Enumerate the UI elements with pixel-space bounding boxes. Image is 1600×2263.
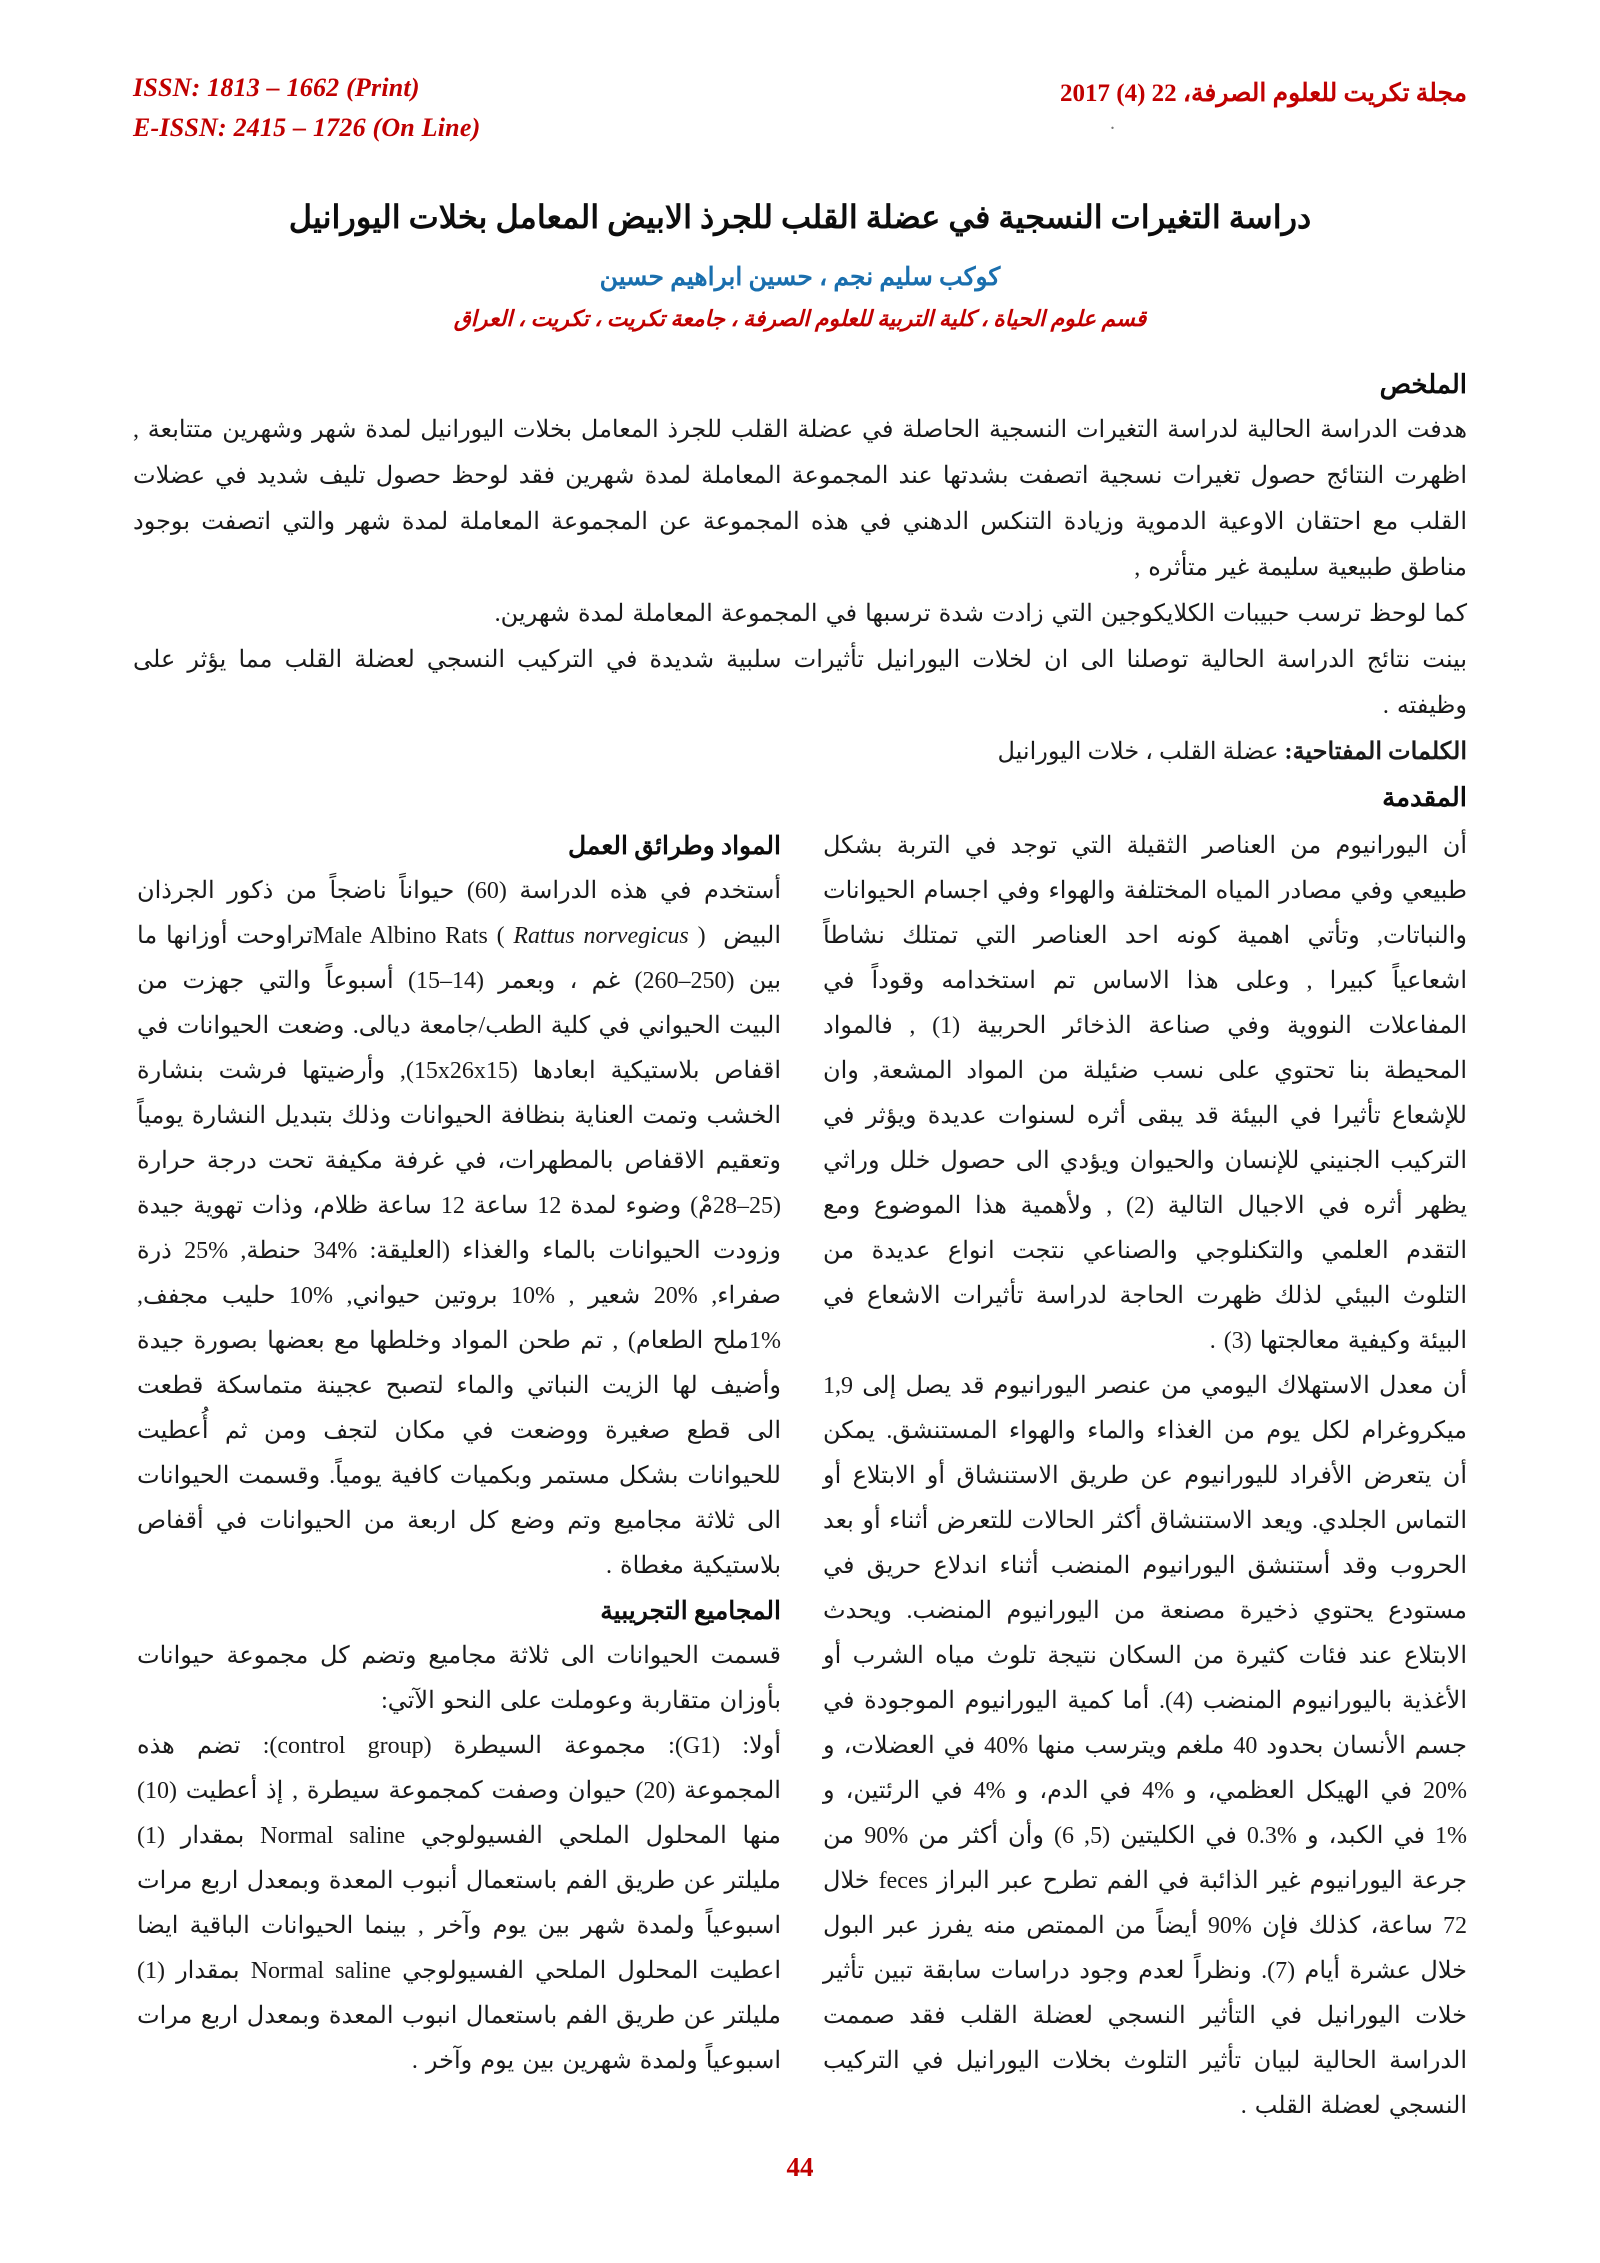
methods-paragraph <box>137 869 781 1589</box>
issn-online: E-ISSN: 2415 – 1726 (On Line) <box>133 113 481 142</box>
group1-paragraph <box>137 1724 781 2084</box>
experimental-groups-heading: المجاميع التجريبية <box>600 1598 781 1625</box>
feces-term: feces <box>878 1868 928 1894</box>
keywords-label: الكلمات المفتاحية: <box>1284 739 1467 765</box>
issn-print: ISSN: 1813 – 1662 (Print) <box>133 73 420 102</box>
normal-saline-term-1: Normal saline <box>260 1823 406 1849</box>
group1-text-2: بمقدار (1) مليلتر عن طريق الفم باستعمال أنبوب المعدة وبمعدل اربع مرات اسبوعياً ولمدة شهر بين يوم وآخر , بينما الحيوانات الباقية ايضا اعطيت المحلول الملحي الفسيولوجي <box>137 1823 782 1984</box>
affiliation: قسم علوم الحياة ، كلية التربية للعلوم الصرفة ، جامعة تكريت ، تكريت ، العراق <box>453 306 1147 331</box>
journal-name-block <box>1060 68 1467 136</box>
group1-text-1: أولا: (G1): مجموعة السيطرة (control group): تضم هذه المجموعة (20) حيوان وصفت كمجموعة سيطرة , إذ أعطيت (10) منها المحلول الملحي الفسيولوجي <box>137 1733 782 1849</box>
introduction-paragraph-2 <box>823 1364 1467 2129</box>
authors: كوكب سليم نجم ، حسين ابراهيم حسين <box>599 264 1001 291</box>
keywords-text: عضلة القلب ، خلات اليورانيل <box>997 739 1285 765</box>
rats-species-name: Rattus norvegicus <box>513 923 689 949</box>
page-number: 44 <box>786 2152 814 2182</box>
abstract-heading: الملخص <box>1379 370 1467 399</box>
methods-column <box>137 824 781 2129</box>
intro-p2-text-2: خلال 72 ساعة، كذلك فإن %90 أيضاً من الممتص منه يفرز عبر البول خلال عشرة أيام (7). ونظراً لعدم وجود دراسات سابقة تبين تأثير خلات اليورانيل في التأثير النسجي لعضلة القلب فقد صممت الدراسة الحالية لبيان تأثير التلوث بخلات اليورانيل في التركيب النسجي لعضلة القلب . <box>823 1868 1468 2119</box>
journal-name: مجلة تكريت للعلوم الصرفة، 22 (4) 2017 <box>1059 80 1467 107</box>
introduction-heading: المقدمة <box>1382 783 1467 812</box>
groups-intro-paragraph: قسمت الحيوانات الى ثلاثة مجاميع وتضم كل مجموعة حيوانات بأوزان متقاربة وعوملت على النحو الآتي: <box>137 1643 781 1714</box>
group1-text-3: بمقدار (1) مليلتر عن طريق الفم باستعمال انبوب المعدة وبمعدل اربع مرات اسبوعياً ولمدة شهرين بين يوم وآخر . <box>137 1958 781 2074</box>
abstract-paragraph-1: هدفت الدراسة الحالية لدراسة التغيرات النسجية الحاصلة في عضلة القلب للجرذ المعامل بخلات اليورانيل لمدة شهر وشهرين متتابعة , اظهرت النتائج حصول تغيرات نسجية اتصفت بشدتها عند المجموعة المعاملة لمدة شهرين فقد لوحظ حصول تليف شديد في عضلات القلب مع احتقان الاوعية الدموية وزيادة التنكس الدهني في هذه المجموعة عن المجموعة المعاملة لمدة شهر والتي اتصفت بوجود مناطق طبيعية سليمة غير متأثره , <box>133 417 1467 581</box>
two-column-body <box>133 824 1467 2129</box>
intro-p2-text-1: أن معدل الاستهلاك اليومي من عنصر اليورانيوم قد يصل إلى 1,9 ميكروغرام لكل يوم من الغذاء والماء والهواء المستنشق. يمكن أن يتعرض الأفراد لليورانيوم عن طريق الاستنشاق أو الابتلاع أو التماس الجلدي. ويعد الاستنشاق أكثر الحالات للتعرض أثناء أو بعد الحروب وقد أستنشق اليورانيوم المنضب أثناء اندلاع حريق في مستودع يحتوي ذخيرة مصنعة من اليورانيوم المنضب. ويحدث الابتلاع عند فئات كثيرة من السكان نتيجة تلوث مياه الشرب أو الأغذية باليورانيوم المنضب (4). أما كمية اليورانيوم الموجودة في جسم الأنسان بحدود 40 ملغم ويترسب منها %40 في العضلات، و %20 في الهيكل العظمي، و %4 في الدم، و %4 في الرئتين، و %1 في الكبد، و %0.3 في الكليتين (5, 6) وأن أكثر من %90 من جرعة اليورانيوم غير الذائبة في الفم تطرح عبر البراز <box>823 1373 1468 1894</box>
rats-latin-name <box>313 923 714 949</box>
issn-block <box>133 68 480 148</box>
methods-text-2: تراوحت أوزانها ما بين (250–260) غم ، وبعمر (14–15) أسبوعاً والتي جهزت من البيت الحيواني في كلية الطب/جامعة ديالى. وضعت الحيوانات في اقفاص بلاستيكية ابعادها (15x26x15), وأرضيتها فرشت بنشارة الخشب وتمت العناية بنظافة الحيوانات وذلك بتبديل النشارة يومياً وتعقيم الاقفاص بالمطهرات، في غرفة مكيفة تحت درجة حرارة (25–28مْ) وضوء لمدة 12 ساعة 12 ساعة ظلام، وذات تهوية جيدة وزودت الحيوانات بالماء والغذاء (العليقة: %34 حنطة, %25 ذرة صفراء, %20 شعير , %10 بروتين حيواني, %10 حليب مجفف, %1ملح الطعام) , تم طحن المواد وخلطها مع بعضها بصورة جيدة وأضيف لها الزيت النباتي والماء لتصبح عجينة متماسكة قطعت الى قطع صغيرة ووضعت في مكان لتجف ومن ثم أُعطيت للحيوانات بشكل مستمر وبكميات كافية يومياً. وقسمت الحيوانات الى ثلاثة مجاميع وتم وضع كل اربعة من الحيوانات في أقفاص بلاستيكية مغطاة . <box>137 923 782 1579</box>
abstract-paragraph-3: بينت نتائج الدراسة الحالية توصلنا الى ان لخلات اليورانيل تأثيرات سلبية شديدة في التركيب النسجي لعضلة القلب مما يؤثر على وظيفته . <box>133 647 1467 719</box>
methods-heading: المواد وطرائق العمل <box>567 833 781 860</box>
rats-common-name: Male Albino Rats ( <box>312 923 514 949</box>
keywords-line <box>133 729 1467 775</box>
stray-dot: . <box>1109 112 1115 134</box>
methods-text-1: أستخدم في هذه الدراسة (60) حيواناً ناضجاً من ذكور الجرذان البيض <box>137 878 782 949</box>
introduction-column <box>823 824 1467 2129</box>
paper-title: دراسة التغيرات النسجية في عضلة القلب للجرذ الابيض المعامل بخلات اليورانيل <box>288 199 1312 235</box>
page-header <box>133 68 1467 148</box>
abstract-paragraph-2: كما لوحظ ترسب حبيبات الكلايكوجين التي زادت شدة ترسبها في المجموعة المعاملة لمدة شهرين. <box>494 601 1467 627</box>
normal-saline-term-2: Normal saline <box>250 1958 392 1984</box>
rats-name-close: ) <box>688 923 715 949</box>
introduction-paragraph-1: أن اليورانيوم من العناصر الثقيلة التي توجد في التربة بشكل طبيعي وفي مصادر المياه المختلفة والهواء وفي اجسام الحيوانات والنباتات, وتأتي اهمية كونه احد العناصر التي تمتلك نشاطاً اشعاعياً كبيرا , وعلى هذا الاساس تم استخدامه وقوداً في المفاعلات النووية وفي صناعة الذخائر الحربية (1) , فالمواد المحيطة بنا تحتوي على نسب ضئيلة من المواد المشعة, وان للإشعاع تأثيرا في البيئة قد يبقى أثره لسنوات عديدة ويؤثر في التركيب الجنيني للإنسان والحيوان ويؤدي الى حصول خلل وراثي يظهر أثره في الاجيال التالية (2) , ولأهمية هذا الموضوع ومع التقدم العلمي والتكنلوجي والصناعي نتجت انواع عديدة من التلوث البيئي لذلك ظهرت الحاجة لدراسة تأثيرات الاشعاع في البيئة وكيفية معالجتها (3) . <box>823 833 1468 1354</box>
